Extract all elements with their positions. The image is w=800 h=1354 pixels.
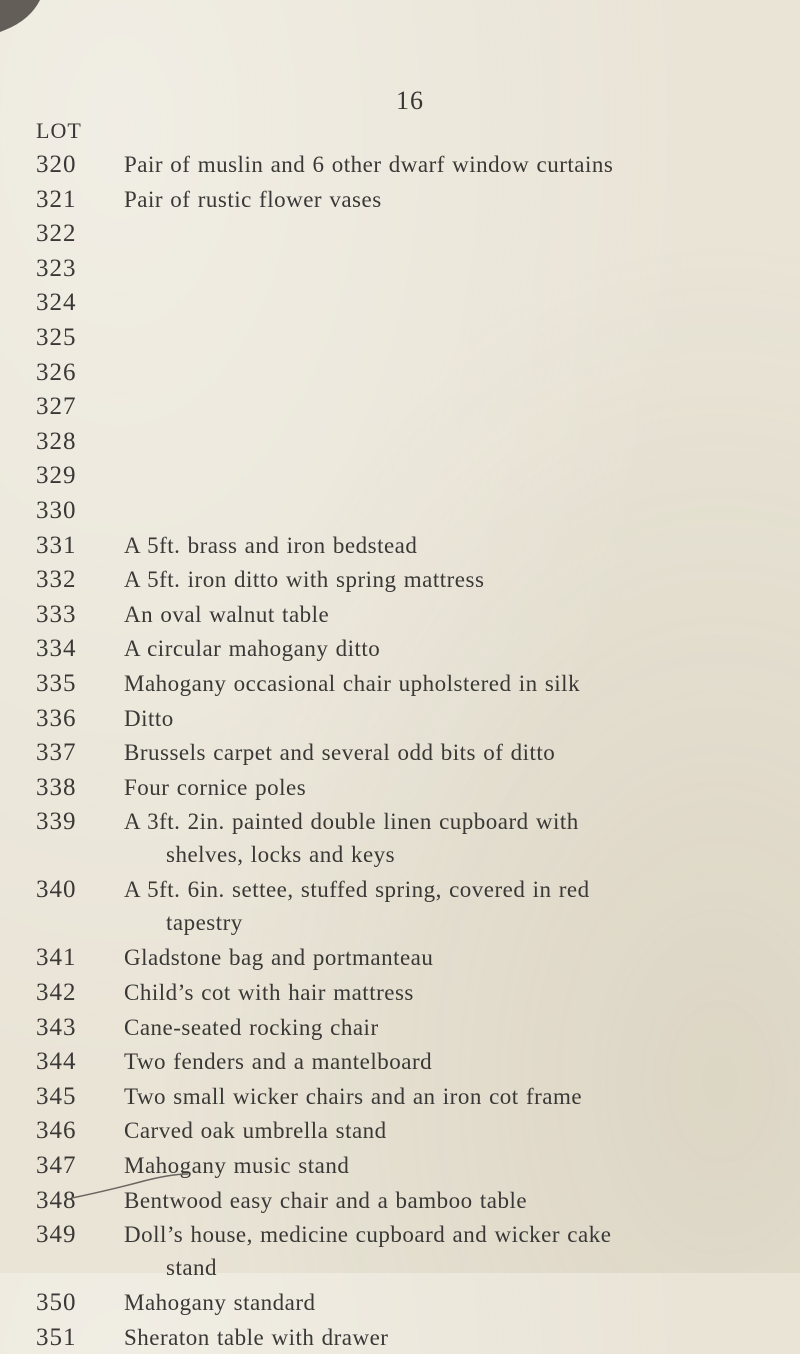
lot-number: 338	[36, 773, 77, 801]
lot-number: 327	[36, 393, 77, 421]
lot-description-text: A 5ft. brass and iron bedstead	[124, 532, 418, 558]
lot-description-text: Carved oak umbrella stand	[124, 1118, 387, 1144]
lot-description	[124, 873, 788, 939]
corner-smudge	[0, 0, 70, 40]
lot-description	[124, 1218, 788, 1284]
lot-description	[124, 598, 788, 631]
lot-number: 349	[36, 1221, 77, 1249]
lot-number: 329	[36, 462, 77, 490]
lot-description-continuation: tapestry	[166, 910, 243, 936]
lot-description	[124, 1321, 788, 1354]
lot-number: 323	[36, 254, 77, 282]
pencil-mark	[70, 1172, 190, 1202]
lot-description	[124, 805, 788, 871]
lot-column-header: LOT	[36, 118, 82, 143]
lot-description	[124, 1080, 788, 1113]
lot-number: 326	[36, 358, 77, 386]
lot-description	[124, 529, 788, 562]
lot-description	[124, 1114, 788, 1147]
lot-number: 348	[36, 1186, 77, 1214]
lot-description	[124, 563, 788, 596]
lot-description	[124, 941, 788, 974]
lot-description-text: Two small wicker chairs and an iron cot frame	[124, 1083, 583, 1109]
lot-description-continuation: shelves, locks and keys	[166, 842, 396, 868]
lot-description-text: A 5ft. 6in. settee, stuffed spring, covered in red	[124, 877, 590, 903]
lot-number: 320	[36, 151, 77, 178]
lot-number: 347	[36, 1152, 77, 1179]
lot-description-text: Cane-seated rocking chair	[124, 1014, 379, 1040]
lot-description	[124, 771, 788, 804]
lot-description	[124, 632, 788, 665]
lot-description-text: Pair of rustic flower vases	[124, 186, 382, 212]
lot-description-text: Pair of muslin and 6 other dwarf window curtains	[124, 152, 614, 177]
lot-description-text: Four cornice poles	[124, 774, 307, 800]
lot-description	[124, 1011, 788, 1044]
lot-description-text: Sheraton table with drawer	[124, 1324, 389, 1350]
lot-number: 337	[36, 739, 77, 767]
lot-number: 340	[36, 876, 77, 904]
lot-number: 339	[36, 808, 77, 836]
lot-description-continuation: stand	[166, 1255, 218, 1281]
lot-number: 341	[36, 944, 77, 972]
lot-description-text: Brussels carpet and several odd bits of ditto	[124, 740, 556, 766]
lot-number: 328	[36, 427, 77, 455]
lot-description	[124, 736, 788, 769]
lot-number: 321	[36, 185, 77, 213]
lot-number: 342	[36, 979, 77, 1006]
lot-number: 330	[36, 497, 77, 524]
lot-number: 334	[36, 635, 77, 663]
lot-description-text: An oval walnut table	[124, 601, 330, 627]
lot-description-text: Bentwood easy chair and a bamboo table	[124, 1187, 528, 1213]
lot-description	[124, 702, 788, 735]
lot-description	[124, 1045, 788, 1078]
lot-number: 335	[36, 670, 77, 697]
lot-description	[124, 667, 788, 700]
lot-number: 350	[36, 1289, 77, 1317]
lot-number: 344	[36, 1048, 77, 1076]
lot-description-text: Gladstone bag and portmanteau	[124, 945, 434, 971]
lot-number: 325	[36, 324, 77, 351]
lot-description-text: Mahogany music stand	[124, 1153, 350, 1178]
lot-description	[124, 1286, 788, 1319]
lot-description	[124, 1149, 788, 1182]
lot-description	[124, 148, 788, 181]
lot-description	[124, 1184, 788, 1217]
lot-number: 333	[36, 600, 77, 628]
lot-number: 343	[36, 1013, 77, 1041]
lot-description-text: Ditto	[124, 705, 174, 731]
lot-description-text: Mahogany standard	[124, 1290, 316, 1316]
lot-description-text: A 5ft. iron ditto with spring mattress	[124, 567, 485, 593]
page-number: 16	[396, 86, 424, 115]
lot-description	[124, 976, 788, 1009]
lot-number: 322	[36, 220, 77, 248]
lot-description-text: Child’s cot with hair mattress	[124, 980, 414, 1005]
lot-number: 324	[36, 289, 77, 317]
lot-number: 332	[36, 566, 77, 594]
lot-description-text: Doll’s house, medicine cupboard and wicker cake	[124, 1222, 612, 1248]
lot-number: 345	[36, 1082, 77, 1110]
lot-number: 346	[36, 1117, 77, 1145]
lot-number: 336	[36, 704, 77, 732]
lot-number: 331	[36, 531, 77, 559]
lot-description-text: A circular mahogany ditto	[124, 636, 381, 662]
lot-description-text: A 3ft. 2in. painted double linen cupboard with	[124, 809, 579, 835]
lot-description-text: Mahogany occasional chair upholstered in silk	[124, 671, 581, 696]
lot-number: 351	[36, 1323, 77, 1351]
lot-description	[124, 183, 788, 216]
lot-description-text: Two fenders and a mantelboard	[124, 1049, 433, 1075]
